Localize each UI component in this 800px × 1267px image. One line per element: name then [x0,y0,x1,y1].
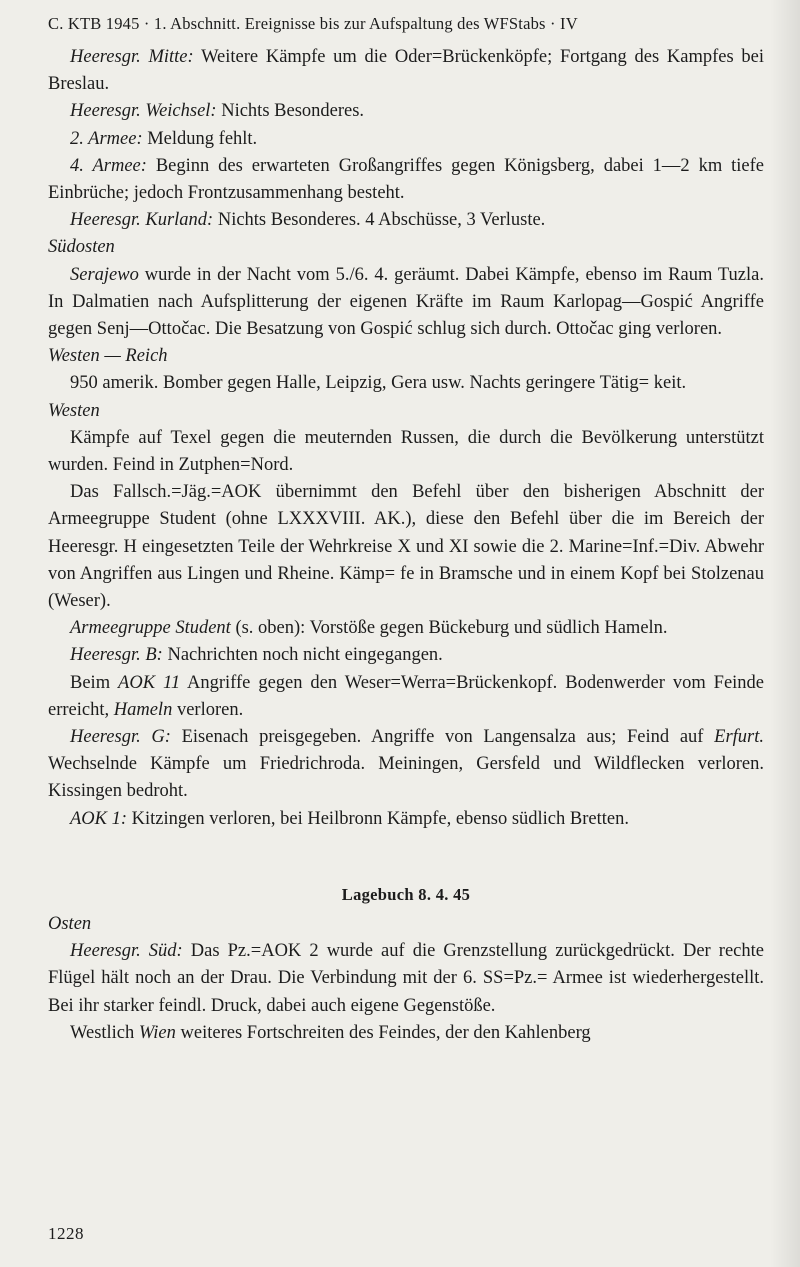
section-heading-westen-reich: Westen — Reich [48,346,168,367]
paragraph-aok-1: AOK 1: Kitzingen verloren, bei Heilbronn Kämpfe, ebenso südlich Bretten. [70,808,629,829]
paragraph-kurland: Heeresgr. Kurland: Nichts Besonderes. 4 Abschüsse, 3 Verluste. [70,210,546,231]
paragraph-armeegruppe-student: Armeegruppe Student (s. oben): Vorstöße gegen Bückeburg und südlich Hameln. [70,618,668,639]
paragraph-heeresgr-sued: Heeresgr. Süd: Das Pz.=AOK 2 wurde auf die Grenzstellung zurückgedrückt. Der rechte Flügel hält noch an der Drau. Die Verbindung mit der 6. SS=Pz.= Armee ist wiederhergestellt. Bei ihr starker feindl. Druck, dabei auch eigene Gegenstöße. [48,941,764,1016]
paragraph-bomber: 950 amerik. Bomber gegen Halle, Leipzig, Gera usw. Nachts geringere Tätig= keit. [70,373,687,394]
paragraph-heeresgr-b: Heeresgr. B: Nachrichten noch nicht eingegangen. [70,645,443,666]
section-heading-osten: Osten [48,913,92,934]
page-edge-shadow [770,0,800,1267]
label: Heeresgr. Mitte: [70,47,194,67]
paragraph-mitte: Heeresgr. Mitte: Weitere Kämpfe um die Oder=Brückenköpfe; Fortgang des Kampfes bei Breslau. [48,47,764,95]
body-text [48,44,764,1047]
paragraph-texel: Kämpfe auf Texel gegen die meuternden Russen, die durch die Bevölkerung unterstützt wurden. Feind in Zutphen=Nord. [48,427,764,476]
paragraph-wien: Westlich Wien weiteres Fortschreiten des Feindes, der den Kahlenberg [70,1022,591,1043]
paragraph-aok-11: Beim AOK 11 Angriffe gegen den Weser=Werra=Brückenkopf. Bodenwerder vom Feinde erreicht, Hameln verloren. [48,672,765,720]
page-number: 1228 [48,1224,84,1243]
paragraph-2-armee: 2. Armee: Meldung fehlt. [70,128,258,149]
paragraph-heeresgr-g: Heeresgr. G: Eisenach preisgegeben. Angriffe von Langensalza aus; Feind auf Erfurt. Wechselnde Kämpfe um Friedrichroda. Meiningen, Gersfeld und Wildflecken verloren. Kissingen bedroht. [48,727,764,802]
book-page [48,14,764,1254]
section-heading-westen: Westen [48,400,100,421]
paragraph-fallsch: Das Fallsch.=Jäg.=AOK übernimmt den Befehl über den bisherigen Abschnitt der Armeegruppe Student (ohne LXXXVIII. AK.), diese den Befehl über die im Bereich der Heeresgr. H eingesetzten Teile der Wehrkreise X und XI sowie die 2. Marine=Inf.=Div. Abwehr von Angriffen aus Lingen und Rheine. Kämp= fe in Bramsche und in einem Kopf bei Stolzenau (Weser). [48,482,764,612]
paragraph-serajewo: Serajewo wurde in der Nacht vom 5./6. 4. geräumt. Dabei Kämpfe, ebenso im Raum Tuzla. In Dalmatien nach Aufsplitterung der eigenen Kräfte im Raum Karlopag—Gospić Angriffe gegen Senj—Ottočac. Die Besatzung von Gospić schlug sich durch. Ottočac ging verloren. [48,264,764,340]
running-head: C. KTB 1945 · 1. Abschnitt. Ereignisse bis zur Aufspaltung des WFStabs · IV [48,14,578,33]
paragraph-weichsel: Heeresgr. Weichsel: Nichts Besonderes. [70,101,365,122]
section-heading-suedosten: Südosten [48,237,115,258]
lagebuch-heading: Lagebuch 8. 4. 45 [341,884,471,904]
paragraph-4-armee: 4. Armee: Beginn des erwarteten Großangriffes gegen Königsberg, dabei 1—2 km tiefe Einbrüche; jedoch Frontzusammenhang besteht. [48,155,765,204]
